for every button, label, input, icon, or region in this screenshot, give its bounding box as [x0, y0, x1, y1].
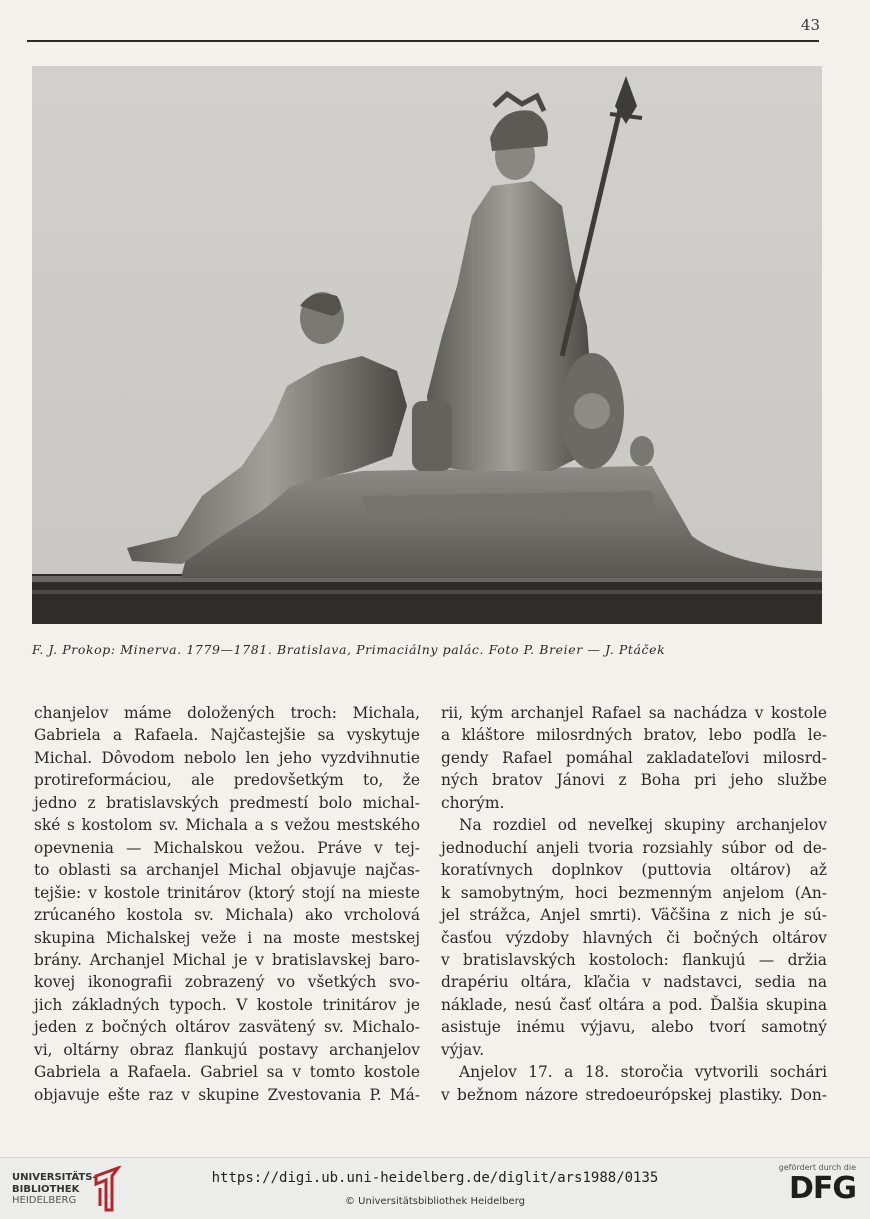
text-column-right	[441, 702, 827, 1106]
minerva-photograph	[32, 66, 822, 624]
page-number: 43	[800, 16, 820, 34]
text-line: skupina Michalskej veže i na moste mestskej	[34, 928, 420, 947]
text-line: jednoduchí anjeli tvoria rozsiahly súbor od de-	[441, 838, 827, 857]
text-line: zrúcaného kostola sv. Michala) ako vrcholová	[34, 906, 420, 925]
text-line: kovej ikonografii zobrazený vo všetkých svo-	[34, 973, 420, 992]
text-line: časťou výzdoby hlavných či bočných oltárov	[441, 928, 827, 947]
copyright-notice: © Universitätsbibliothek Heidelberg	[344, 1196, 525, 1207]
text-line: chanjelov máme doložených troch: Michala,	[34, 704, 420, 722]
text-line: Gabriela a Rafaela. Najčastejšie sa vyskytuje	[34, 726, 420, 745]
text-line: objavuje ešte raz v skupine Zvestovania P. Má-	[34, 1085, 420, 1104]
text-line: Anjelov 17. a 18. storočia vytvorili sochári	[459, 1063, 827, 1082]
text-line: k samobytným, hoci bezmenným anjelom (An-	[441, 883, 827, 902]
text-line: asistuje inému výjavu, alebo tvorí samotný	[441, 1018, 827, 1037]
text-line: gendy Rafael pomáhal zakladateľovi milosrd-	[441, 748, 827, 767]
dfg-logo[interactable]	[774, 1163, 856, 1213]
library-name: UNIVERSITÄTS- BIBLIOTHEK HEIDELBERG	[12, 1172, 97, 1206]
text-line: jel strážca, Anjel smrti). Väčšina z nich je sú-	[441, 906, 827, 925]
text-line: Michal. Dôvodom nebolo len jeho vyzdvihnutie	[34, 748, 420, 767]
text-line: náklade, nesú časť oltára a pod. Ďalšia skupina	[441, 995, 827, 1014]
text-line: jedno z bratislavských predmestí bolo michal-	[34, 793, 420, 812]
text-line: chorým.	[441, 793, 505, 812]
funded-by-label: gefördert durch die	[778, 1163, 856, 1172]
text-line: tejšie: v kostole trinitárov (ktorý stojí na mieste	[34, 883, 420, 902]
text-line: výjav.	[441, 1040, 485, 1059]
text-line: ných bratov Jánovi z Boha pri jeho službe	[441, 771, 827, 790]
text-line: jeden z bočných oltárov zasvätený sv. Michalo-	[34, 1018, 420, 1037]
text-line: protireformáciou, ale predovšetkým to, že	[34, 771, 420, 790]
text-line: Na rozdiel od neveľkej skupiny archanjelov	[459, 816, 827, 835]
text-line: drapériu oltára, kľačia v nadstavci, sedia na	[441, 973, 827, 992]
text-line: jich základných typoch. V kostole trinitárov je	[34, 995, 420, 1014]
header-rule	[27, 40, 819, 42]
text-line: ské s kostolom sv. Michala a s vežou mestského	[34, 816, 420, 835]
text-line: v bratislavských kostoloch: flankujú — držia	[441, 950, 827, 969]
permalink-url[interactable]: https://digi.ub.uni-heidelberg.de/diglit/ars1988/0135	[211, 1170, 659, 1186]
text-line: brány. Archanjel Michal je v bratislavskej baro-	[34, 950, 420, 969]
text-column-left	[34, 702, 420, 1106]
text-line: vi, oltárny obraz flankujú postavy archanjelov	[34, 1040, 420, 1059]
viewer-footer	[0, 1157, 870, 1219]
text-line: opevnenia — Michalskou vežou. Práve v tej-	[34, 838, 420, 857]
text-line: a kláštore milosrdných bratov, lebo podľa le-	[441, 726, 827, 745]
text-line: Gabriela a Rafaela. Gabriel sa v tomto kostole	[34, 1063, 420, 1082]
text-line: koratívnych doplnkov (puttovia oltárov) až	[441, 861, 827, 880]
text-line: v bežnom názore stredoeurópskej plastiky. Don-	[441, 1085, 827, 1104]
dfg-wordmark: DFG	[788, 1171, 856, 1206]
text-line: to oblasti sa archanjel Michal objavuje najčas-	[34, 861, 420, 880]
figure-caption: F. J. Prokop: Minerva. 1779—1781. Bratislava, Primaciálny palác. Foto P. Breier — J. Ptáček	[32, 642, 666, 657]
text-line: rii, kým archanjel Rafael sa nachádza v kostole	[441, 704, 827, 722]
